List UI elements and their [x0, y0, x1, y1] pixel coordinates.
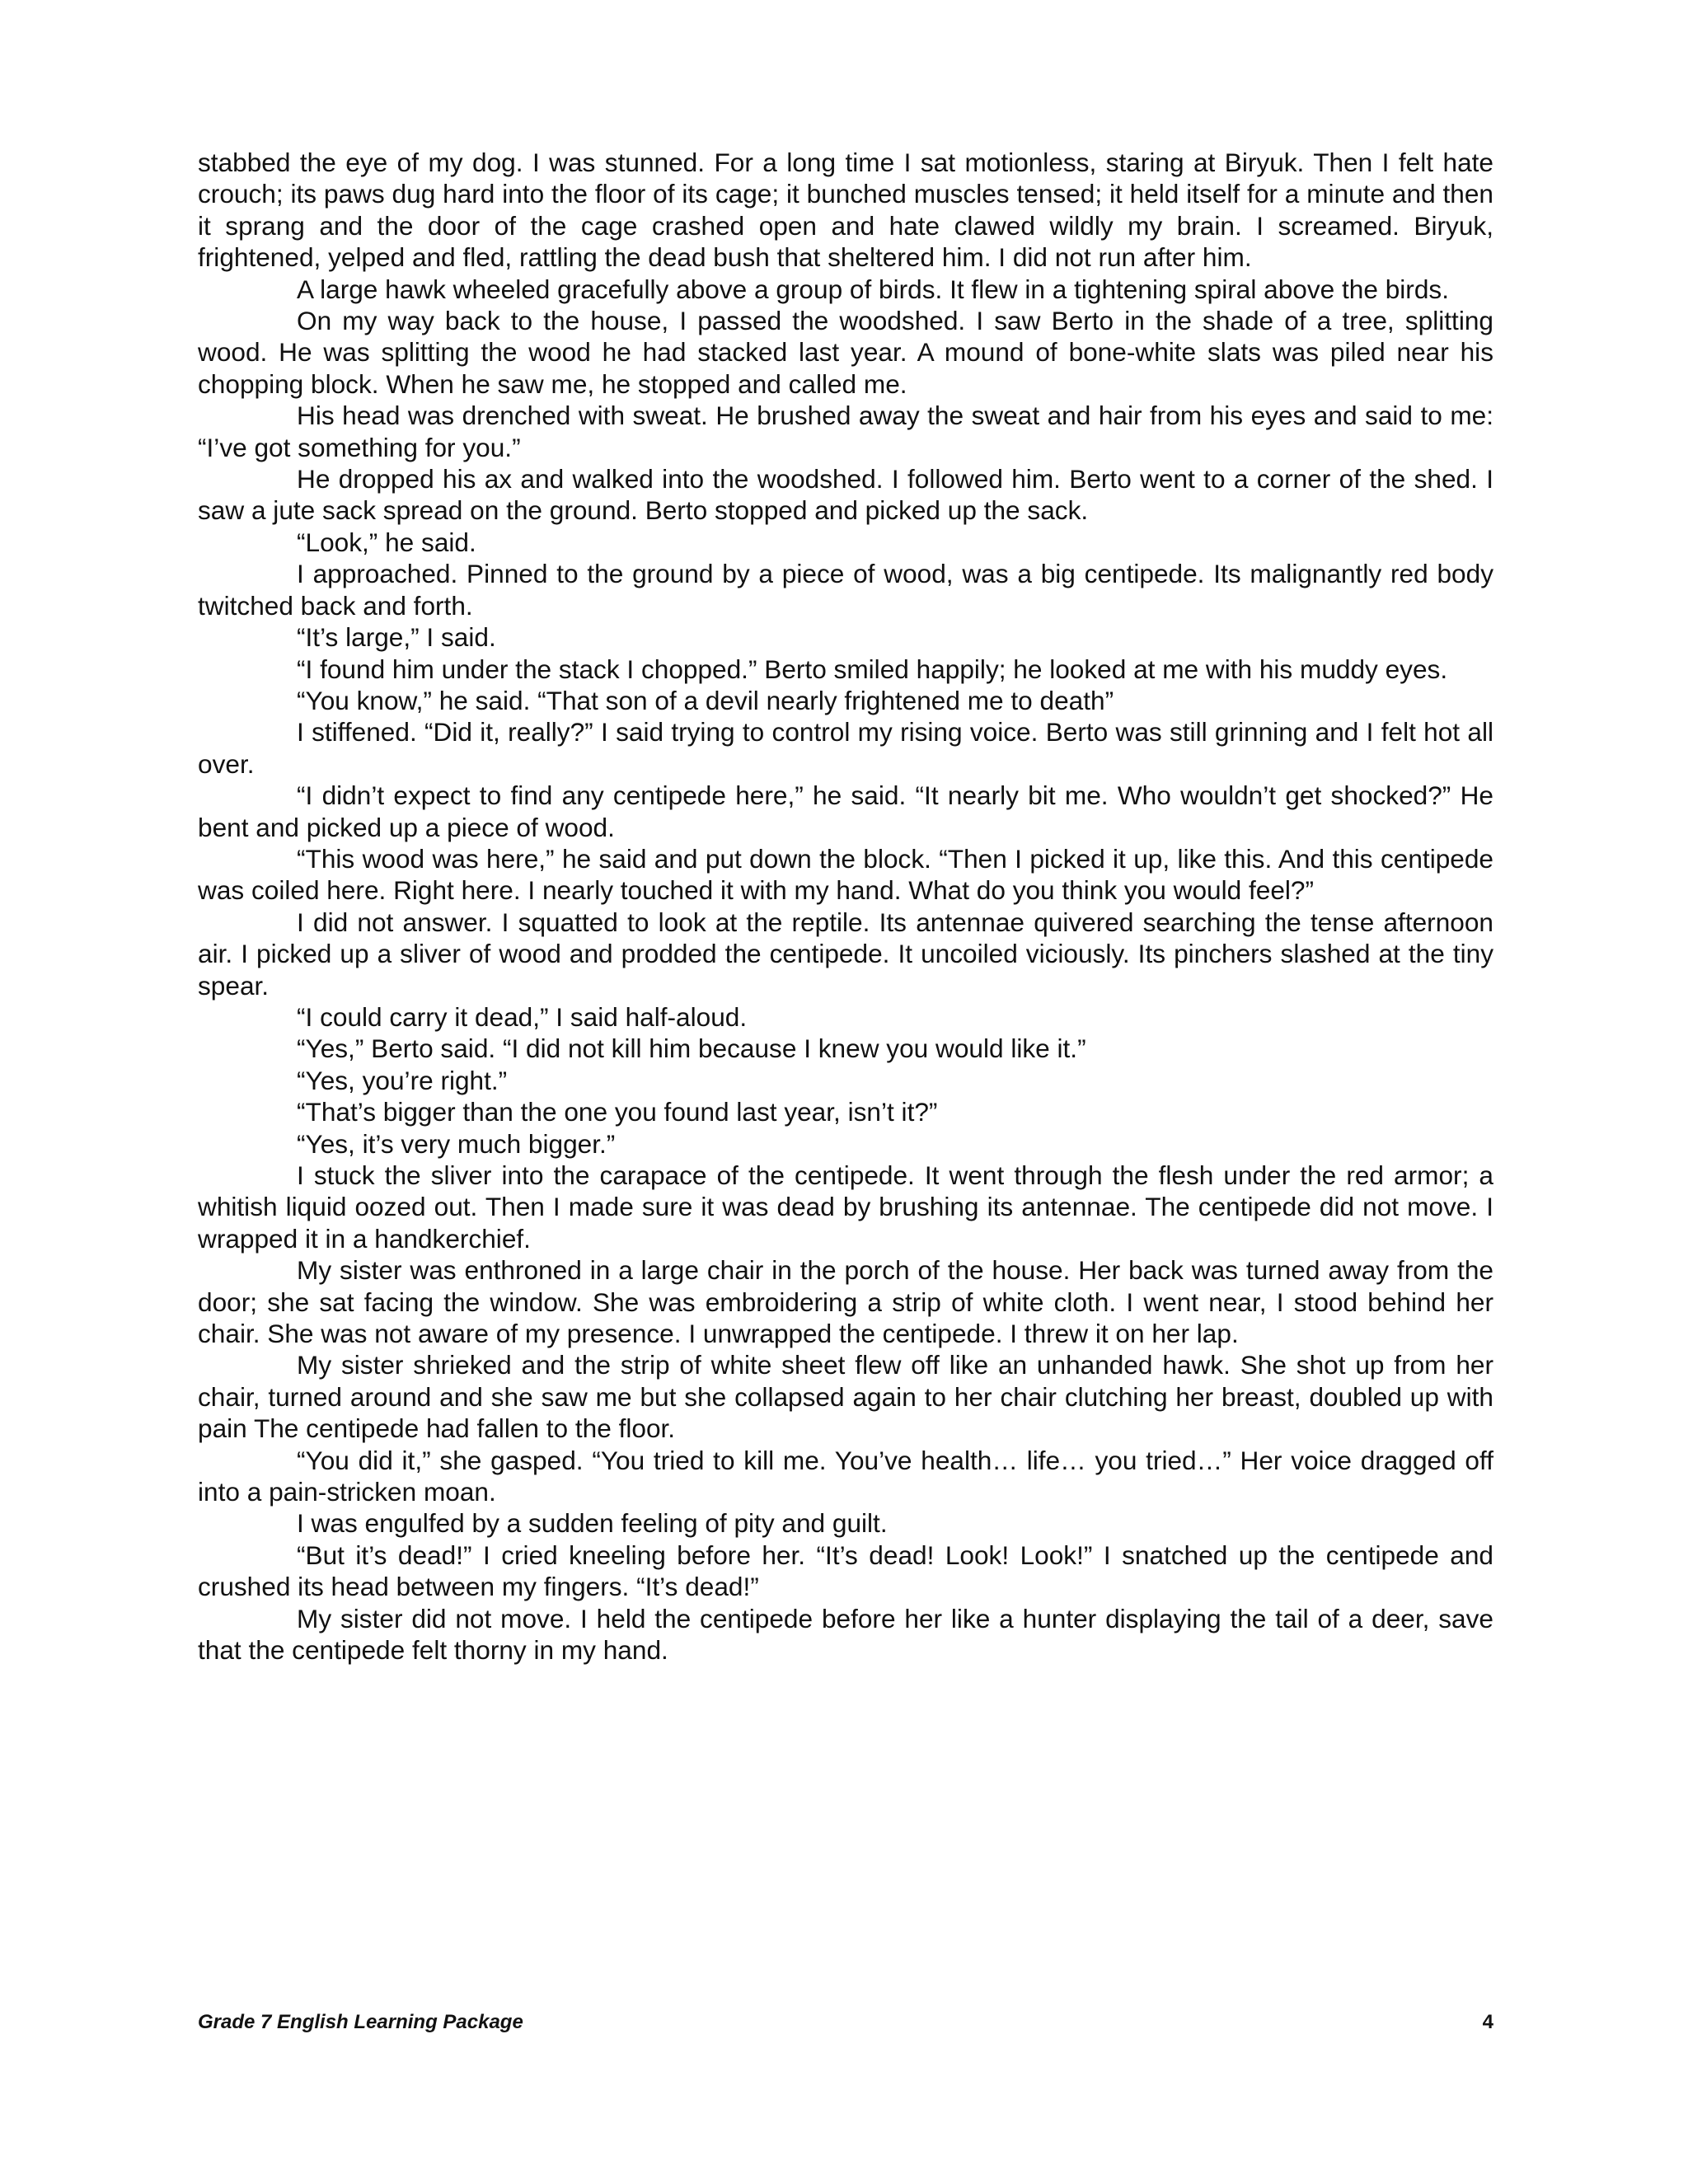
paragraph: I did not answer. I squatted to look at the reptile. Its antennae quivered searching the tense afternoon air. I picked up a sliver of wood and prodded the centipede. It uncoiled viciously. Its pinchers slashed at the tiny spear. [198, 907, 1493, 1001]
paragraph: His head was drenched with sweat. He brushed away the sweat and hair from his eyes and said to me: “I’ve got something for you.” [198, 401, 1493, 462]
paragraph: “But it’s dead!” I cried kneeling before her. “It’s dead! Look! Look!” I snatched up the centipede and crushed its head between my fingers. “It’s dead!” [198, 1540, 1493, 1602]
paragraph: I approached. Pinned to the ground by a piece of wood, was a big centipede. Its malignantly red body twitched back and forth. [198, 559, 1493, 621]
paragraph: “I didn’t expect to find any centipede here,” he said. “It nearly bit me. Who wouldn’t get shocked?” He bent and picked up a piece of wood. [198, 780, 1493, 842]
paragraph: “Yes, you’re right.” [297, 1065, 508, 1095]
page-footer [198, 2011, 1493, 2034]
paragraph: A large hawk wheeled gracefully above a group of birds. It flew in a tightening spiral above the birds. [297, 274, 1449, 304]
footer-title: Grade 7 English Learning Package [198, 2011, 523, 2033]
paragraph: He dropped his ax and walked into the woodshed. I followed him. Berto went to a corner of the shed. I saw a jute sack spread on the ground. Berto stopped and picked up the sack. [198, 464, 1493, 526]
paragraph: “You did it,” she gasped. “You tried to kill me. You’ve health… life… you tried…” Her voice dragged off into a pain-stricken moan. [198, 1445, 1493, 1507]
paragraph: “That’s bigger than the one you found last year, isn’t it?” [297, 1097, 938, 1127]
paragraph: I stuck the sliver into the carapace of the centipede. It went through the flesh under the red armor; a whitish liquid oozed out. Then I made sure it was dead by brushing its antennae. The centipede did not move. I wrapped it in a handkerchief. [198, 1160, 1493, 1254]
paragraph: “I found him under the stack I chopped.” Berto smiled happily; he looked at me with his muddy eyes. [297, 654, 1448, 684]
paragraph: stabbed the eye of my dog. I was stunned. For a long time I sat motionless, staring at Biryuk. Then I felt hate crouch; its paws dug hard into the floor of its cage; it bunched muscles tensed; it held itself for a minute and then it sprang and the door of the cage crashed open and hate clawed wildly my brain. I screamed. Biryuk, frightened, yelped and fled, rattling the dead bush that sheltered him. I did not run after him. [198, 148, 1493, 273]
document-body [198, 147, 1493, 1666]
paragraph: “You know,” he said. “That son of a devil nearly frightened me to death” [297, 685, 1114, 715]
page-number: 4 [1482, 2011, 1493, 2033]
paragraph: “It’s large,” I said. [297, 622, 496, 653]
paragraph: I was engulfed by a sudden feeling of pity and guilt. [297, 1508, 888, 1539]
paragraph: On my way back to the house, I passed the woodshed. I saw Berto in the shade of a tree, splitting wood. He was splitting the wood he had stacked last year. A mound of bone-white slats was piled near his chopping block. When he saw me, he stopped and called me. [198, 306, 1493, 399]
paragraph: “Look,” he said. [297, 527, 476, 557]
paragraph: “I could carry it dead,” I said half-aloud. [297, 1001, 748, 1032]
paragraph: My sister was enthroned in a large chair in the porch of the house. Her back was turned away from the door; she sat facing the window. She was embroidering a strip of white cloth. I went near, I stood behind her chair. She was not aware of my presence. I unwrapped the centipede. I threw it on her lap. [198, 1255, 1493, 1349]
paragraph: “This wood was here,” he said and put down the block. “Then I picked it up, like this. And this centipede was coiled here. Right here. I nearly touched it with my hand. What do you think you would feel?” [198, 843, 1493, 906]
paragraph: “Yes, it’s very much bigger.” [297, 1128, 616, 1159]
paragraph: “Yes,” Berto said. “I did not kill him because I knew you would like it.” [297, 1033, 1086, 1064]
paragraph: I stiffened. “Did it, really?” I said trying to control my rising voice. Berto was still grinning and I felt hot all over. [198, 717, 1493, 779]
paragraph: My sister shrieked and the strip of white sheet flew off like an unhanded hawk. She shot up from her chair, turned around and she saw me but she collapsed again to her chair clutching her breast, doubled up with pain The centipede had fallen to the floor. [198, 1350, 1493, 1444]
paragraph: My sister did not move. I held the centipede before her like a hunter displaying the tail of a deer, save that the centipede felt thorny in my hand. [198, 1603, 1493, 1666]
